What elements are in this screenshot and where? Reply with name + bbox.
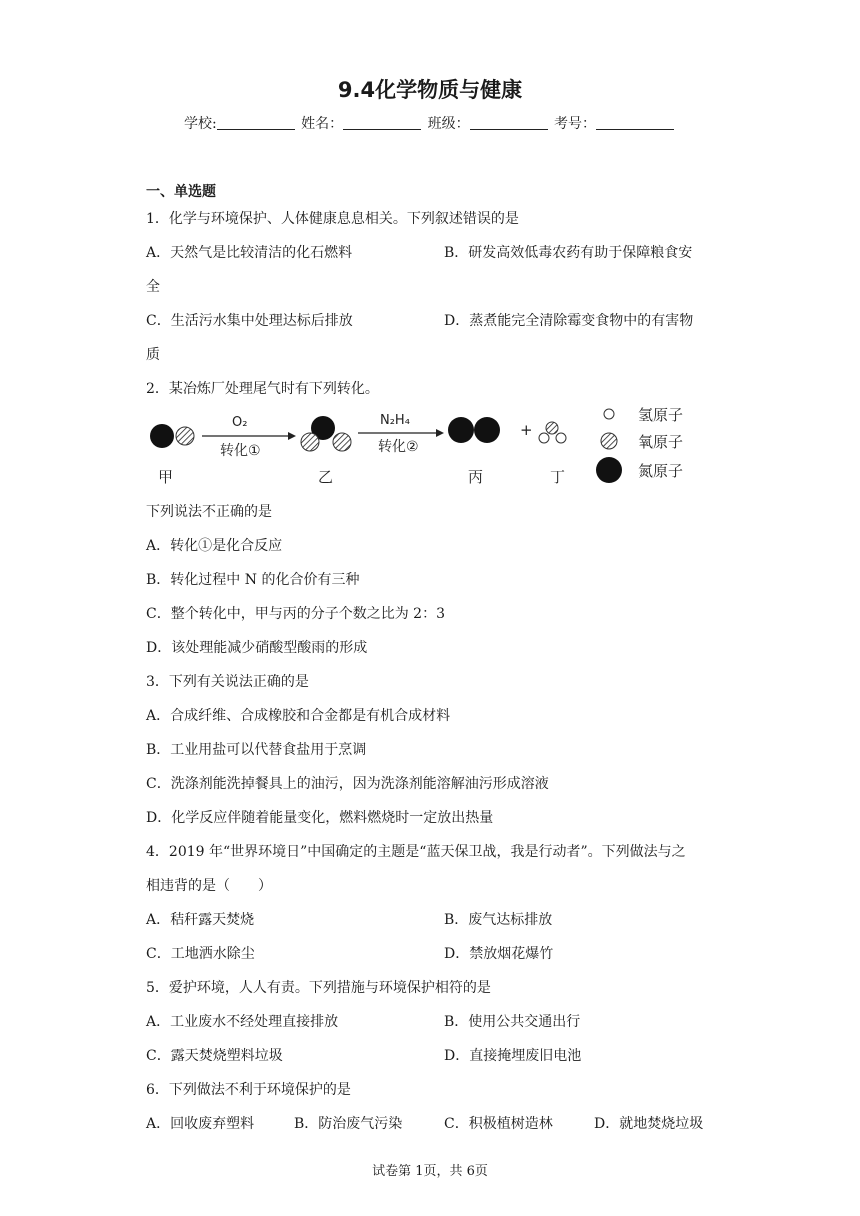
q3-option-d[interactable]: D．化学反应伴随着能量变化，燃料燃烧时一定放出热量 bbox=[146, 810, 494, 826]
q1-option-b-continued: 全 bbox=[146, 279, 160, 295]
q5-option-c[interactable]: C．露天焚烧塑料垃圾 bbox=[146, 1048, 283, 1064]
q2-option-b[interactable]: B．转化过程中 N 的化合价有三种 bbox=[146, 572, 360, 588]
name-blank[interactable] bbox=[343, 115, 421, 130]
label-bing: 丙 bbox=[468, 468, 484, 486]
molecule-bing bbox=[448, 417, 500, 443]
q2-option-d[interactable]: D．该处理能减少硝酸型酸雨的形成 bbox=[146, 640, 368, 656]
school-blank[interactable] bbox=[217, 115, 295, 130]
q2-lead: 下列说法不正确的是 bbox=[146, 504, 272, 520]
q4-option-c[interactable]: C．工地洒水除尘 bbox=[146, 946, 255, 962]
molecule-ding bbox=[539, 422, 566, 443]
q4-option-b[interactable]: B．废气达标排放 bbox=[444, 912, 553, 928]
plus-sign: + bbox=[520, 421, 533, 439]
exam-number-label: 考号： bbox=[554, 116, 597, 132]
reaction-diagram bbox=[140, 400, 700, 492]
student-info-row bbox=[0, 113, 860, 133]
section-heading: 一、单选题 bbox=[146, 184, 216, 200]
atom-legend bbox=[596, 406, 683, 483]
arrow1-reagent: O₂ bbox=[232, 415, 248, 430]
arrow-conversion-2 bbox=[358, 413, 444, 455]
molecule-jia bbox=[150, 424, 194, 448]
class-blank[interactable] bbox=[470, 115, 548, 130]
q5-option-b[interactable]: B．使用公共交通出行 bbox=[444, 1014, 581, 1030]
legend-nitrogen: 氮原子 bbox=[638, 462, 684, 480]
q4-option-d[interactable]: D．禁放烟花爆竹 bbox=[444, 946, 554, 962]
page-footer: 试卷第 1页，共 6页 bbox=[372, 1164, 488, 1179]
q1-option-c[interactable]: C．生活污水集中处理达标后排放 bbox=[146, 313, 353, 329]
arrow1-label: 转化① bbox=[220, 443, 261, 459]
q6-option-c[interactable]: C．积极植树造林 bbox=[444, 1116, 553, 1132]
q5-option-a[interactable]: A．工业废水不经处理直接排放 bbox=[146, 1014, 339, 1030]
label-yi: 乙 bbox=[318, 468, 334, 486]
label-ding: 丁 bbox=[550, 468, 566, 486]
q6-stem: 6．下列做法不利于环境保护的是 bbox=[146, 1082, 351, 1098]
q4-stem-continued: 相违背的是（ ） bbox=[146, 878, 272, 894]
legend-oxygen: 氧原子 bbox=[638, 433, 684, 451]
q3-option-c[interactable]: C．洗涤剂能洗掉餐具上的油污，因为洗涤剂能溶解油污形成溶液 bbox=[146, 776, 549, 792]
q3-option-b[interactable]: B．工业用盐可以代替食盐用于烹调 bbox=[146, 742, 367, 758]
q6-option-d[interactable]: D．就地焚烧垃圾 bbox=[594, 1116, 704, 1132]
legend-hydrogen: 氢原子 bbox=[638, 406, 684, 424]
arrow2-reagent: N₂H₄ bbox=[380, 413, 410, 428]
q4-stem: 4．2019 年“世界环境日”中国确定的主题是“蓝天保卫战，我是行动者”。下列做法与之 bbox=[146, 844, 686, 860]
arrow2-label: 转化② bbox=[378, 439, 419, 455]
q2-stem: 2．某冶炼厂处理尾气时有下列转化。 bbox=[146, 381, 379, 397]
q1-option-b[interactable]: B．研发高效低毒农药有助于保障粮食安 bbox=[444, 245, 693, 261]
q5-stem: 5．爱护环境，人人有责。下列措施与环境保护相符的是 bbox=[146, 980, 491, 996]
exam-number-blank[interactable] bbox=[596, 115, 674, 130]
q1-stem: 1．化学与环境保护、人体健康息息相关。下列叙述错误的是 bbox=[146, 211, 519, 227]
arrow-conversion-1 bbox=[202, 415, 296, 459]
q3-option-a[interactable]: A．合成纤维、合成橡胶和合金都是有机合成材料 bbox=[146, 708, 451, 724]
q2-option-c[interactable]: C．整个转化中，甲与丙的分子个数之比为 2：3 bbox=[146, 606, 445, 622]
q1-option-d-continued: 质 bbox=[146, 347, 160, 363]
q5-option-d[interactable]: D．直接掩埋废旧电池 bbox=[444, 1048, 582, 1064]
name-label: 姓名： bbox=[301, 116, 344, 132]
label-jia: 甲 bbox=[158, 468, 174, 486]
school-label: 学校: bbox=[183, 116, 217, 132]
page-title: 9.4化学物质与健康 bbox=[337, 78, 523, 102]
q1-option-d[interactable]: D．蒸煮能完全清除霉变食物中的有害物 bbox=[444, 313, 694, 329]
q3-stem: 3．下列有关说法正确的是 bbox=[146, 674, 309, 690]
q6-option-b[interactable]: B．防治废气污染 bbox=[294, 1116, 403, 1132]
q1-option-a[interactable]: A．天然气是比较清洁的化石燃料 bbox=[146, 245, 353, 261]
q6-option-a[interactable]: A．回收废弃塑料 bbox=[146, 1116, 255, 1132]
q4-option-a[interactable]: A．秸秆露天焚烧 bbox=[146, 912, 255, 928]
q2-option-a[interactable]: A．转化①是化合反应 bbox=[146, 538, 283, 554]
molecule-yi bbox=[301, 416, 351, 451]
class-label: 班级： bbox=[427, 116, 470, 132]
